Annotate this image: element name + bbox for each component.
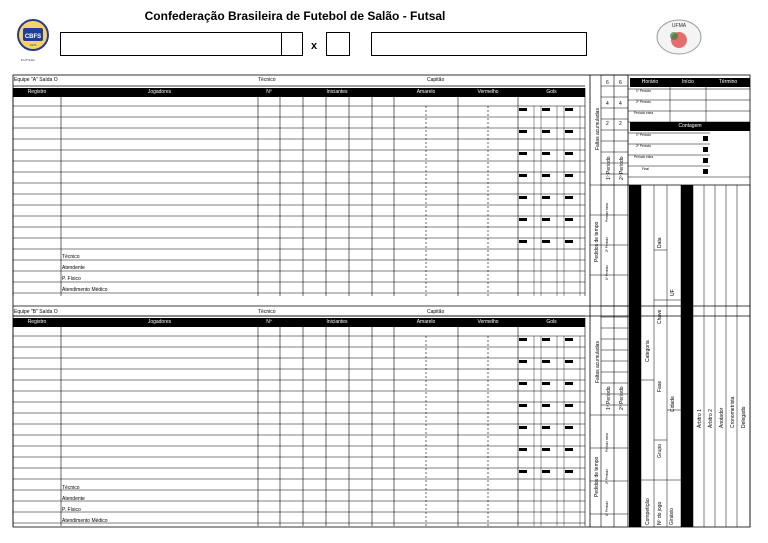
filled-cell xyxy=(565,240,573,243)
team-b-staff-pfisico: P. Físico xyxy=(62,507,81,513)
team-a-pedido-p1: 1º Período xyxy=(605,265,609,280)
team-b-pedido-extra: Periodo extra xyxy=(605,433,609,452)
team-a-staff-tecnico: Técnico xyxy=(62,254,80,260)
filled-cell xyxy=(542,338,550,341)
filled-cell xyxy=(542,130,550,133)
team-b-faltas-p1: 1º Período xyxy=(606,386,612,410)
team-b-header-registro: Registro xyxy=(13,318,61,327)
horario-header: Horário xyxy=(630,78,670,87)
filled-cell xyxy=(542,108,550,111)
filled-cell xyxy=(542,404,550,407)
team-b-header-iniciantes: Iniciantes xyxy=(280,318,394,327)
contagem-row-p2: 2º Período xyxy=(636,144,651,148)
team-a-header-registro: Registro xyxy=(13,88,61,97)
filled-cell xyxy=(703,147,708,152)
field-cidade: Cidade xyxy=(670,396,676,412)
filled-cell xyxy=(519,426,527,429)
team-a-header-vermelho: Vermelho xyxy=(458,88,518,97)
field-fase: Fase xyxy=(657,380,663,392)
filled-cell xyxy=(519,218,527,221)
team-b-pedido-p2: 2º Período xyxy=(605,469,609,484)
filled-cell xyxy=(565,338,573,341)
filled-cell xyxy=(565,448,573,451)
filled-cell xyxy=(565,130,573,133)
team-a-header-iniciantes: Iniciantes xyxy=(280,88,394,97)
team-a-header-amarelo: Amarelo xyxy=(394,88,458,97)
team-b-header-numero: Nº xyxy=(258,318,280,327)
team-b-capitao-label: Capitão xyxy=(427,309,445,315)
role-arbitro1: Árbitro 1 xyxy=(697,409,703,428)
field-competicao: Competição xyxy=(645,498,651,525)
filled-cell xyxy=(519,152,527,155)
field-chave: Chave xyxy=(657,309,663,324)
filled-cell xyxy=(565,426,573,429)
filled-cell xyxy=(542,240,550,243)
team-b-header-jogadores: Jogadores xyxy=(61,318,258,327)
ufma-text: UFMA xyxy=(671,23,687,29)
team-a-faltas-n6: 6 xyxy=(606,80,609,86)
team-b-pedidos-title: Pedidos de tempo xyxy=(594,456,600,497)
team-a-capitao-label: Capitão xyxy=(427,77,445,83)
contagem-row-p1: 1º Período xyxy=(636,133,651,137)
filled-cell xyxy=(519,448,527,451)
field-uf: UF xyxy=(670,289,676,296)
team-b-label: Equipe "B" Saída O xyxy=(14,309,58,315)
field-ginasio: Ginásio xyxy=(669,508,675,525)
filled-cell xyxy=(565,108,573,111)
filled-cell xyxy=(519,382,527,385)
versus-label: x xyxy=(311,40,318,52)
filled-cell xyxy=(565,360,573,363)
filled-cell xyxy=(542,426,550,429)
team-a-staff-atendente: Atendente xyxy=(62,265,85,271)
logo-text: CBFS xyxy=(24,34,42,40)
team-a-faltas-p2: 2º Período xyxy=(619,156,625,180)
termino-header: Término xyxy=(706,78,750,87)
team-a-header-numero: Nº xyxy=(258,88,280,97)
role-cronometrista: Cronometrista xyxy=(730,396,736,428)
team-a-faltas-m4: 4 xyxy=(619,101,622,107)
contagem-row-extra: Período extra xyxy=(634,155,654,159)
team-b-header-amarelo: Amarelo xyxy=(394,318,458,327)
role-arbitro2: Árbitro 2 xyxy=(708,409,714,428)
role-delegado: Delegado xyxy=(741,406,747,428)
team-a-faltas-n2: 2 xyxy=(606,121,609,127)
logo-subtitle: FUTSAL xyxy=(21,58,36,62)
team-b-faltas-title: Faltas acumuladas xyxy=(595,341,601,383)
filled-cell xyxy=(519,108,527,111)
team-b-header-vermelho: Vermelho xyxy=(458,318,518,327)
field-data: Data xyxy=(657,237,663,248)
team-a-tecnico-label: Técnico xyxy=(258,77,276,83)
filled-cell xyxy=(519,360,527,363)
filled-cell xyxy=(565,218,573,221)
team-a-faltas-m6: 6 xyxy=(619,80,622,86)
document-title: Confederação Brasileira de Futebol de Salão - Futsal xyxy=(144,9,446,23)
filled-cell xyxy=(565,152,573,155)
team-a-faltas-title: Faltas acumuladas xyxy=(595,108,601,150)
filled-cell xyxy=(542,382,550,385)
team-b-staff-atendente: Atendente xyxy=(62,496,85,502)
filled-cell xyxy=(542,360,550,363)
filled-cell xyxy=(542,196,550,199)
team-a-header-jogadores: Jogadores xyxy=(61,88,258,97)
horario-row-extra: Período extra xyxy=(634,111,654,115)
filled-cell xyxy=(519,338,527,341)
filled-cell xyxy=(703,158,708,163)
filled-cell xyxy=(519,404,527,407)
filled-cell xyxy=(542,470,550,473)
filled-cell xyxy=(542,152,550,155)
team-b-header-gols: Gols xyxy=(518,318,585,327)
team-a-faltas-p1: 1º Período xyxy=(606,156,612,180)
team-a-header-gols: Gols xyxy=(518,88,585,97)
logo-founded: 1979 xyxy=(29,43,37,47)
team-a-faltas-m2: 2 xyxy=(619,121,622,127)
filled-cell xyxy=(519,240,527,243)
filled-cell xyxy=(629,185,641,527)
team-b-staff-medico: Atendimento Médico xyxy=(62,518,108,524)
team-a-pedido-extra: Periodo extra xyxy=(605,203,609,222)
filled-cell xyxy=(565,382,573,385)
filled-cell xyxy=(519,174,527,177)
team-a-staff-pfisico: P. Físico xyxy=(62,276,81,282)
filled-cell xyxy=(542,448,550,451)
filled-cell xyxy=(703,136,708,141)
team-b-faltas-p2: 2º Período xyxy=(619,386,625,410)
filled-cell xyxy=(542,174,550,177)
filled-cell xyxy=(565,174,573,177)
team-a-pedidos-title: Pedidos de tempo xyxy=(594,221,600,262)
horario-row-p1: 1º Período xyxy=(636,89,651,93)
filled-cell xyxy=(565,404,573,407)
team-b-staff-tecnico: Técnico xyxy=(62,485,80,491)
field-categoria: Categoria xyxy=(645,340,651,362)
filled-cell xyxy=(681,185,693,527)
field-numero-jogo: Nº do jogo xyxy=(657,501,663,525)
filled-cell xyxy=(519,470,527,473)
team-a-faltas-n4: 4 xyxy=(606,101,609,107)
filled-cell xyxy=(519,130,527,133)
team-a-staff-medico: Atendimento Médico xyxy=(62,287,108,293)
team-b-tecnico-label: Técnico xyxy=(258,309,276,315)
filled-cell xyxy=(519,196,527,199)
team-b-pedido-p1: 1º Período xyxy=(605,501,609,516)
filled-cell xyxy=(542,218,550,221)
inicio-header: Início xyxy=(670,78,706,87)
filled-cell xyxy=(565,196,573,199)
filled-cell xyxy=(703,169,708,174)
contagem-row-final: Final xyxy=(642,167,649,171)
contagem-header: Contagem xyxy=(630,122,750,131)
role-anotador: Anotador xyxy=(719,407,725,428)
field-grupo: Grupo xyxy=(657,444,663,458)
team-a-pedido-p2: 2º Período xyxy=(605,237,609,252)
team-a-label: Equipe "A" Saída O xyxy=(14,77,58,83)
horario-row-p2: 2º Período xyxy=(636,100,651,104)
filled-cell xyxy=(565,470,573,473)
